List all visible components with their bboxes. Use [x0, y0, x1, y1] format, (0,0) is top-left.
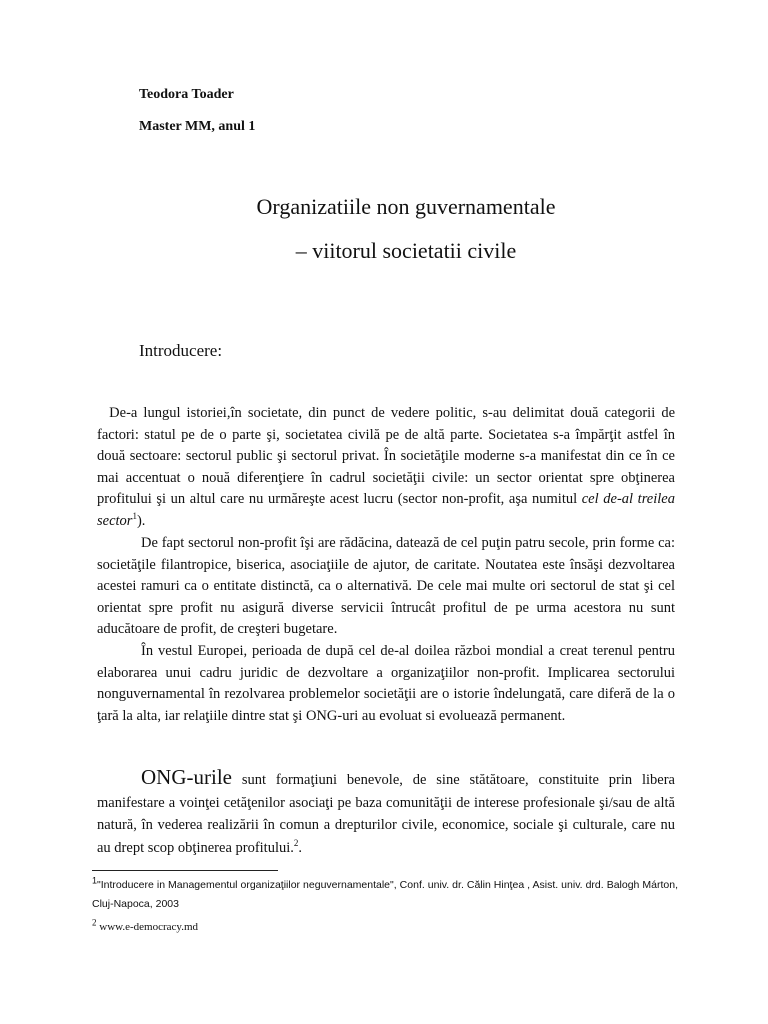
paragraph-1-italic-term: cel de-al treilea sector [97, 491, 675, 529]
footnote-1-mark: 1 [92, 875, 98, 886]
footnote-1 [92, 876, 678, 914]
footnote-2 [92, 919, 198, 935]
footnote-2-link[interactable]: www.e-democracy.md [99, 921, 199, 933]
paragraph-1-text: De-a lungul istoriei,în societate, din punct de vedere politic, s-au delimitat două categorii de factori: statul pe de o parte şi, societatea civilă pe de altă parte. Societatea s-a împărţit astfel în două sectoare: sectorul public şi sectorul privat. În societăţile moderne s-a manifestat din ce în ce mai accentuat o nouă diferenţiere în cadrul societăţii civile: un sector orientat spre obţinerea profitului şi un altul care nu urmăreşte acest lucru (sector non-profit, aşa numitul [97, 405, 675, 507]
author-name: Teodora Toader [139, 87, 234, 102]
footnote-1-text: "Introducere in Managementul organizaţiilor neguvernamentale", Conf. univ. dr. Călin Hinţea , Asist. univ. drd. Balogh Márton, Cluj-Napoca, 2003 [92, 879, 678, 910]
paragraph-4 [97, 766, 675, 859]
footnote-2-mark: 2 [92, 917, 97, 928]
paragraph-4-end: . [298, 839, 303, 856]
paragraph-2: De fapt sectorul non-profit îşi are rădăcina, datează de cel puţin patru secole, prin forme ca: societăţile filantropice, biserica, asociaţiile de ajutor, de caritate. Noutatea este însăşi dezvoltarea acestei ramuri ca o entitate distinctă, ca o alternativă. De cele mai multe ori sectorul de stat şi cel orientat spre profit nu asigură diverse servicii întrucât profitul de pe urma acestora nu sunt aducătoare de profit, de creşteri bugetare. [97, 535, 675, 637]
paragraph-3: În vestul Europei, perioada de după cel de-al doilea război mondial a creat terenul pentru elaborarea unui cadru juridic de dezvoltare a organizaţiilor non-profit. Implicarea sectorului nonguvernamental în rezolvarea problemelor societăţii are o istorie îndelungată, care diferă de la o ţară la alta, iar relaţiile dintre stat şi ONG-uri au evoluat si evoluează permanent. [97, 643, 675, 724]
section-heading-introducere: Introducere: [139, 341, 223, 360]
footnote-separator [92, 870, 278, 871]
paragraph-1 [97, 403, 675, 532]
paragraph-4-lead-term: ONG-urile [141, 765, 232, 789]
footnote-ref-2[interactable]: 2 [293, 837, 299, 848]
document-title-line-1: Organizatiile non guvernamentale [256, 194, 556, 219]
document-title-line-2: – viitorul societatii civile [295, 238, 517, 263]
footnote-ref-1[interactable]: 1 [132, 510, 137, 521]
paragraph-1-end: ). [136, 512, 146, 529]
program-line: Master MM, anul 1 [139, 119, 256, 134]
paragraph-4-text: sunt formaţiuni benevole, de sine stătătoare, constituite prin libera manifestare a voinţei cetăţenilor asociaţi pe baza comunităţii de interese profesionale şi/sau de altă natură, în vederea realizării în comun a drepturilor civile, economice, sociale şi culturale, care nu au drept scop obţinerea profitului. [97, 772, 675, 856]
